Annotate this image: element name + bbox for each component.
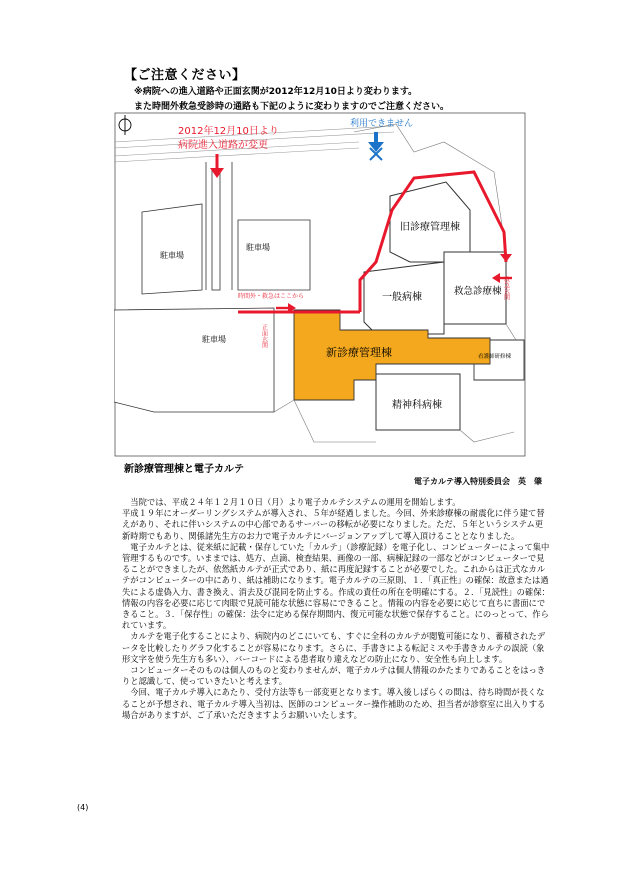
- article-paragraph: 今回、電子カルテ導入にあたり、受付方法等も一部変更となります。導入後しばらくの間は、待ち時間が長くなることが予想され、電子カルテ導入当初は、医師のコンピューター操作補助のため、担当者が診察室に出入りする場合がありますが、ご了承いただきますようお願いいたします。: [122, 687, 546, 720]
- psychiatry-ward-label: 精神科病棟: [392, 400, 442, 411]
- emergency-entrance-label: 救急玄関: [502, 276, 510, 300]
- main-entrance-label: 正面玄関: [260, 324, 268, 348]
- parking-left: [142, 204, 202, 294]
- article-title: 新診療管理棟と電子カルテ: [124, 464, 244, 475]
- nursing-school-label: 看護師研修棟: [478, 354, 512, 360]
- notice-line-2: また時間外救急受診時の通路も下記のように変わりますのでご注意ください。: [134, 102, 450, 112]
- article-paragraph: 当院では、平成２４年１２月１０日（月）より電子カルテシステムの運用を開始します。: [130, 497, 461, 507]
- general-ward-label: 一般病棟: [382, 292, 422, 303]
- article-body: [122, 497, 550, 721]
- emergency-ward-label: 救急診療棟: [454, 286, 502, 297]
- hospital-map: [114, 112, 526, 457]
- north-arrow-icon: [119, 115, 131, 135]
- unavailable-marker-icon: [368, 132, 384, 160]
- article-author: 電子カルテ導入特別委員会 英 肇: [414, 477, 542, 486]
- parking-center: [238, 220, 310, 290]
- page-number: (4): [77, 803, 89, 812]
- new-building-label: 新診療管理棟: [326, 346, 392, 359]
- article-paragraph: カルテを電子化することにより、病院内のどこにいても、すぐに全科のカルテが閲覧可能になり、蓄積されたデータを比較したりグラフ化することが容易になります。さらに、手書きによる転記ミスや手書きカルテの誤読（象形文字を使う先生方も多い）、バーコードによる患者取り違えなどの防止になり、安全性も向上します。: [122, 631, 546, 664]
- article-paragraph: コンピューターそのものは個人のものと変わりませんが、電子カルテは個人情報のかたまりであることをはっきりと認識して、使っていきたいと考えます。: [122, 665, 546, 687]
- notice-heading: 【ご注意ください】: [124, 68, 246, 83]
- road-change-label-2: 病院進入道路が変更: [178, 140, 268, 151]
- parking-left-label: 駐車場: [160, 251, 184, 260]
- road-change-label: 2012年12月10日より: [178, 126, 279, 137]
- article-paragraph: 電子カルテとは、従来紙に記載・保存していた「カルテ」（診療記録）を電子化し、コンピューターによって集中管理するものです。いままでは、処方、点滴、検査結果、画像の一部、病棟記録の一部などがコンピューターで見ることができましたが、依然紙カルテが正式であり、紙に再度記録することが必要でした。これからは正式なカルテがコンピューターの中にあり、紙は補助になります。電子カルテの三原則、１．「真正性」の確保：故意または過失による虚偽入力、書き換え、消去及び混同を防止する。作成の責任の所在を明確にする。２．「見読性」の確保：情報の内容を必要に応じて肉眼で見読可能な状態に容易にできること。情報の内容を必要に応じて直ちに書面にできること。３．「保存性」の確保：法令に定める保存期間内、復元可能な状態で保存すること。にのっとって、作られています。: [122, 541, 550, 631]
- old-building-label: 旧診療管理棟: [400, 222, 460, 233]
- parking-lower-label: 駐車場: [202, 335, 226, 344]
- parking-center-label: 駐車場: [246, 243, 270, 252]
- after-hours-label: 時間外・救急はここから: [238, 293, 305, 300]
- article-paragraph: 平成１９年にオーダーリングシステムが導入され、５年が経過しました。今回、外来診療棟の耐震化に伴う建て替えがあり、それに伴いシステムの中心部であるサーバーの移転が必要になりました。ただ、５年というシステム更新時期でもあり、関係諸先生方のお力で電子カルテにバージョンアップして導入頂けることとなりました。: [122, 508, 545, 541]
- notice-line-1: ※病院への進入道路や正面玄関が2012年12月10日より変わります。: [134, 87, 418, 97]
- entry-road: [206, 162, 232, 290]
- unavailable-label: 利用できません: [350, 119, 414, 129]
- parking-lower: [114, 308, 274, 412]
